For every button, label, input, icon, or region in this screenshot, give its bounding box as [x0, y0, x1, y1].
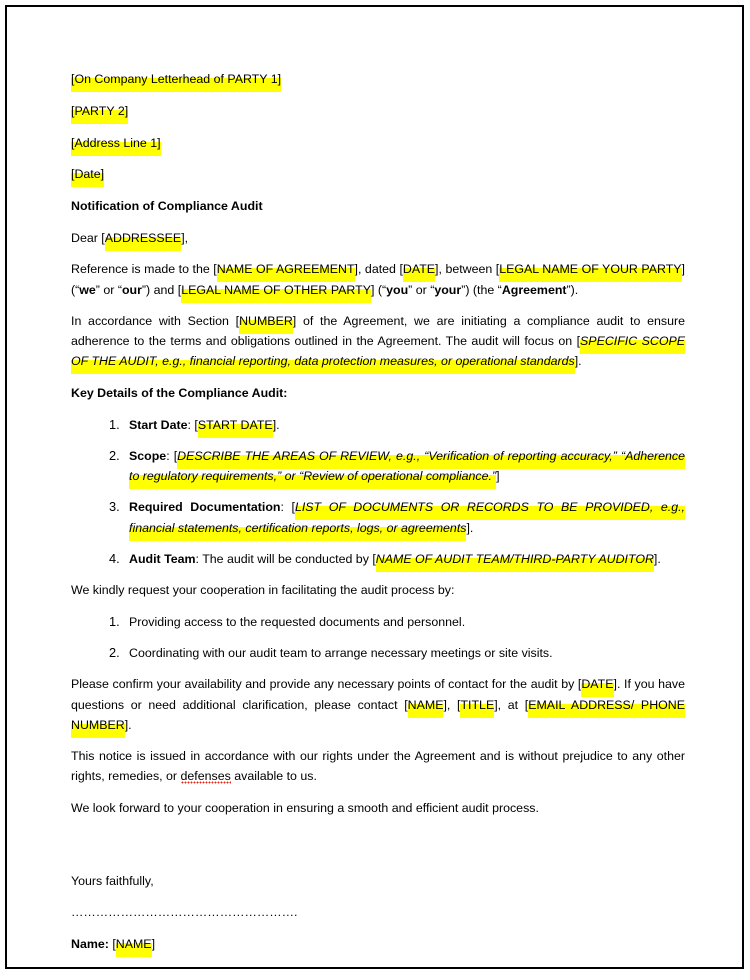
- list-item: Providing access to the requested documents and personnel.: [129, 614, 466, 629]
- list-item: Coordinating with our audit team to arrange necessary meetings or site visits.: [129, 645, 553, 660]
- ref-text-2: ], dated [: [354, 262, 403, 277]
- key-detail-label: Required Documentation: [129, 500, 281, 515]
- party2-highlight: [PARTY 2]: [71, 104, 128, 124]
- key-detail-label: Audit Team: [129, 552, 196, 567]
- confirm-paragraph: [71, 674, 685, 735]
- section-number-highlight: NUMBER: [239, 314, 293, 334]
- document-subject-heading: Notification of Compliance Audit: [71, 199, 263, 214]
- key-detail-tail: ]: [496, 469, 500, 484]
- list-item: [71, 415, 685, 435]
- key-detail-tail: ].: [272, 417, 280, 432]
- acc-text-1: In accordance with Section [: [71, 313, 240, 328]
- ref-text-4: ] (“: [71, 262, 685, 297]
- ref-text-5: ” or “: [95, 282, 122, 297]
- ref-text-6: ”) and [: [141, 282, 182, 297]
- date-highlight: [Date]: [71, 167, 104, 187]
- confirm-text-2: ]. If you have questions or need additional clarification, please contact [: [71, 677, 685, 712]
- list-item: [71, 549, 685, 569]
- ref-text-7: ] (“: [371, 282, 387, 297]
- contact-email-phone-highlight: EMAIL ADDRESS/ PHONE NUMBER: [71, 698, 685, 738]
- key-detail-label: Scope: [129, 448, 167, 463]
- contact-title-highlight: TITLE: [460, 698, 494, 718]
- confirm-text-5: ].: [124, 717, 132, 732]
- key-detail-sep: : [: [166, 448, 178, 463]
- salutation-suffix: ],: [181, 230, 189, 245]
- spellcheck-flagged-word: defenses: [180, 769, 231, 784]
- key-details-list: [71, 415, 685, 570]
- cooperation-list: [71, 612, 685, 664]
- ref-text-8: ” or “: [408, 282, 435, 297]
- key-detail-highlight: START DATE: [198, 418, 273, 438]
- agreement-name-highlight: NAME OF AGREEMENT: [217, 262, 355, 282]
- your-party-highlight: LEGAL NAME OF YOUR PARTY: [499, 262, 681, 282]
- closing-paragraph: We look forward to your cooperation in ensuring a smooth and efficient audit process.: [71, 800, 539, 815]
- key-detail-label: Start Date: [129, 417, 188, 432]
- our-term: our: [121, 282, 142, 297]
- key-details-heading: Key Details of the Compliance Audit:: [71, 385, 288, 400]
- salutation-addressee-highlight: ADDRESSEE: [105, 231, 181, 251]
- key-detail-sep: : [: [280, 500, 295, 515]
- cooperation-intro: We kindly request your cooperation in facilitating the audit process by:: [71, 583, 455, 598]
- key-detail-highlight: LIST OF DOCUMENTS OR RECORDS TO BE PROVIDED, e.g., financial statements, certification reports, logs, or agreements: [129, 500, 685, 540]
- list-item: [71, 446, 685, 487]
- contact-name-highlight: NAME: [408, 698, 444, 718]
- ref-text-3: ], between [: [435, 262, 500, 277]
- confirm-text-3: ], [: [443, 697, 461, 712]
- acc-text-3: ].: [574, 354, 582, 369]
- ref-text-1: Reference is made to the [: [71, 262, 217, 277]
- date-line: [71, 164, 685, 184]
- key-detail-sep: : The audit will be conducted by [: [195, 552, 376, 567]
- name-suffix: ]: [151, 937, 156, 952]
- notice-text-2: available to us.: [230, 769, 317, 784]
- other-party-highlight: LEGAL NAME OF OTHER PARTY: [181, 283, 371, 303]
- your-term: your: [434, 282, 462, 297]
- address-highlight: [Address Line 1]: [71, 136, 161, 156]
- name-line: [71, 934, 685, 954]
- confirm-text-1: Please confirm your availability and provide any necessary points of contact for the audit by [: [71, 677, 582, 692]
- notice-text-1: This notice is issued in accordance with our rights under the Agreement and is without prejudice to any other rights, remedies, or: [71, 749, 685, 784]
- document-page: [5, 5, 744, 969]
- letterhead-highlight: [On Company Letterhead of PARTY 1]: [71, 72, 281, 92]
- acc-text-2: ] of the Agreement, we are initiating a compliance audit to ensure adherence to the terms and obligations outlined in the Agreement. The audit will focus on [: [71, 313, 685, 349]
- key-detail-tail: ].: [466, 520, 474, 535]
- name-prefix: [: [108, 937, 116, 952]
- agreement-term: Agreement: [501, 282, 567, 297]
- sign-off: Yours faithfully,: [71, 874, 154, 889]
- signature-line: ……………………………………………….: [71, 905, 298, 920]
- audit-scope-highlight: SPECIFIC SCOPE OF THE AUDIT, e.g., financial reporting, data protection measures, or operational standards: [71, 334, 685, 374]
- salutation-prefix: Dear [: [71, 230, 105, 245]
- salutation: [71, 228, 685, 248]
- list-item: [71, 497, 685, 538]
- document-body: [71, 69, 685, 954]
- key-detail-sep: : [: [187, 417, 198, 432]
- ref-text-10: ”).: [566, 282, 579, 297]
- accordance-paragraph: [71, 311, 685, 372]
- key-detail-highlight: NAME OF AUDIT TEAM/THIRD-PARTY AUDITOR: [376, 552, 654, 572]
- name-highlight: NAME: [116, 937, 152, 957]
- agreement-date-highlight: DATE: [403, 262, 435, 282]
- reference-paragraph: [71, 259, 685, 300]
- confirm-date-highlight: DATE: [581, 677, 613, 697]
- notice-paragraph: [71, 746, 685, 787]
- we-term: we: [79, 282, 96, 297]
- ref-text-9: ”) (the “: [461, 282, 502, 297]
- confirm-text-4: ], at [: [494, 697, 529, 712]
- party2-line: [71, 101, 685, 121]
- address-line: [71, 133, 685, 153]
- key-detail-highlight: DESCRIBE THE AREAS OF REVIEW, e.g., “Verification of reporting accuracy,” “Adherence to regulatory requirements,” or “Review of operational compliance.”: [129, 449, 685, 489]
- name-label: Name:: [71, 937, 109, 952]
- you-term: you: [386, 282, 409, 297]
- letterhead-line: [71, 69, 685, 89]
- key-detail-tail: ].: [653, 552, 661, 567]
- signature-spacer: [71, 829, 685, 871]
